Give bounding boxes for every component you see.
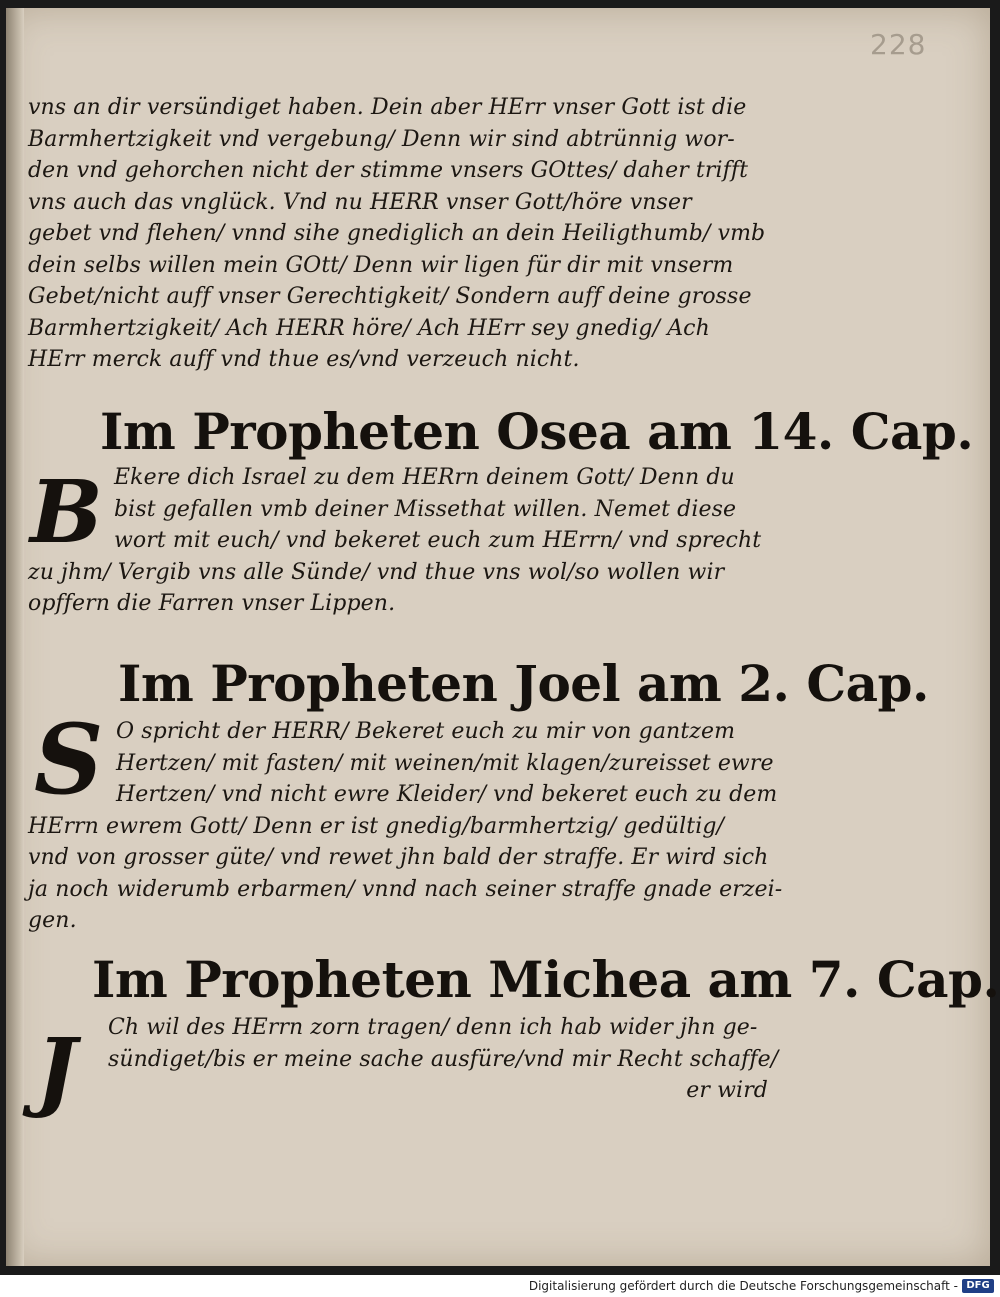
text-line: bist gefallen vmb deiner Missethat willen. Nemet diese <box>114 496 737 522</box>
text-line: HErr merck auff vnd thue es/vnd verzeuch nicht. <box>28 347 580 372</box>
text-line: O spricht der HERR/ Bekeret euch zu mir von gantzem <box>116 719 736 744</box>
paragraph-osea <box>28 462 768 620</box>
text-line: wort mit euch/ vnd bekeret euch zum HErrn/ vnd sprecht <box>114 528 762 553</box>
text-line: Barmhertzigkeit vnd vergebung/ Denn wir sind abtrünnig wor- <box>28 126 735 152</box>
page-gutter-edge <box>6 8 24 1266</box>
text-line: vns an dir versündiget haben. Dein aber HErr vnser Gott ist die <box>28 95 747 120</box>
catchword: er wird <box>686 1078 768 1103</box>
paragraph-daniel <box>28 92 768 376</box>
dropcap-michea: J <box>36 1020 77 1121</box>
paragraph-joel <box>28 716 783 937</box>
footer-bar <box>0 1276 1000 1297</box>
text-line: zu jhm/ Vergib vns alle Sünde/ vnd thue vns wol/so wollen wir <box>28 559 725 585</box>
text-line: Ch wil des HErrn zorn tragen/ denn ich hab wider jhn ge- <box>108 1015 758 1040</box>
text-line: gebet vnd flehen/ vnnd sihe gnediglich an dein Heiligthumb/ vmb <box>28 221 766 246</box>
text-line: Hertzen/ vnd nicht ewre Kleider/ vnd bekeret euch zu dem <box>116 782 778 807</box>
dfg-logo-icon: DFG <box>962 1279 994 1293</box>
dropcap-osea: B <box>30 462 103 563</box>
section-heading-joel: Im Propheten Joel am 2. Cap. <box>118 654 929 713</box>
text-line: Ekere dich Israel zu dem HERrn deinem Gott/ Denn du <box>114 465 735 490</box>
paragraph-michea <box>28 1012 779 1107</box>
text-line: Hertzen/ mit fasten/ mit weinen/mit klagen/zureisset ewre <box>116 750 774 776</box>
text-line: Gebet/nicht auff vnser Gerechtigkeit/ Sondern auff deine grosse <box>28 284 752 309</box>
funding-credit: Digitalisierung gefördert durch die Deutsche Forschungsgemeinschaft - <box>528 1279 958 1293</box>
text-line: HErrn ewrem Gott/ Denn er ist gnedig/barmhertzig/ gedültig/ <box>28 813 725 839</box>
text-line: gen. <box>28 908 77 933</box>
text-line: sündiget/bis er meine sache ausfüre/vnd mir Recht schaffe/ <box>108 1046 779 1072</box>
text-line: vnd von grosser güte/ vnd rewet jhn bald der straffe. Er wird sich <box>28 845 769 870</box>
text-line: Barmhertzigkeit/ Ach HERR höre/ Ach HErr sey gnedig/ Ach <box>28 315 710 341</box>
page-number: 228 <box>870 28 927 61</box>
text-line: vns auch das vnglück. Vnd nu HERR vnser Gott/höre vnser <box>28 189 692 215</box>
text-line: ja noch widerumb erbarmen/ vnnd nach seiner straffe gnade erzei- <box>28 876 783 902</box>
section-heading-michea: Im Propheten Michea am 7. Cap. <box>92 950 1000 1009</box>
dropcap-joel: S <box>34 703 104 816</box>
text-line: opffern die Farren vnser Lippen. <box>28 591 396 616</box>
text-line: dein selbs willen mein GOtt/ Denn wir ligen für dir mit vnserm <box>28 252 734 278</box>
section-heading-osea: Im Propheten Osea am 14. Cap. <box>100 402 974 461</box>
text-line: den vnd gehorchen nicht der stimme vnsers GOttes/ daher trifft <box>28 158 749 183</box>
